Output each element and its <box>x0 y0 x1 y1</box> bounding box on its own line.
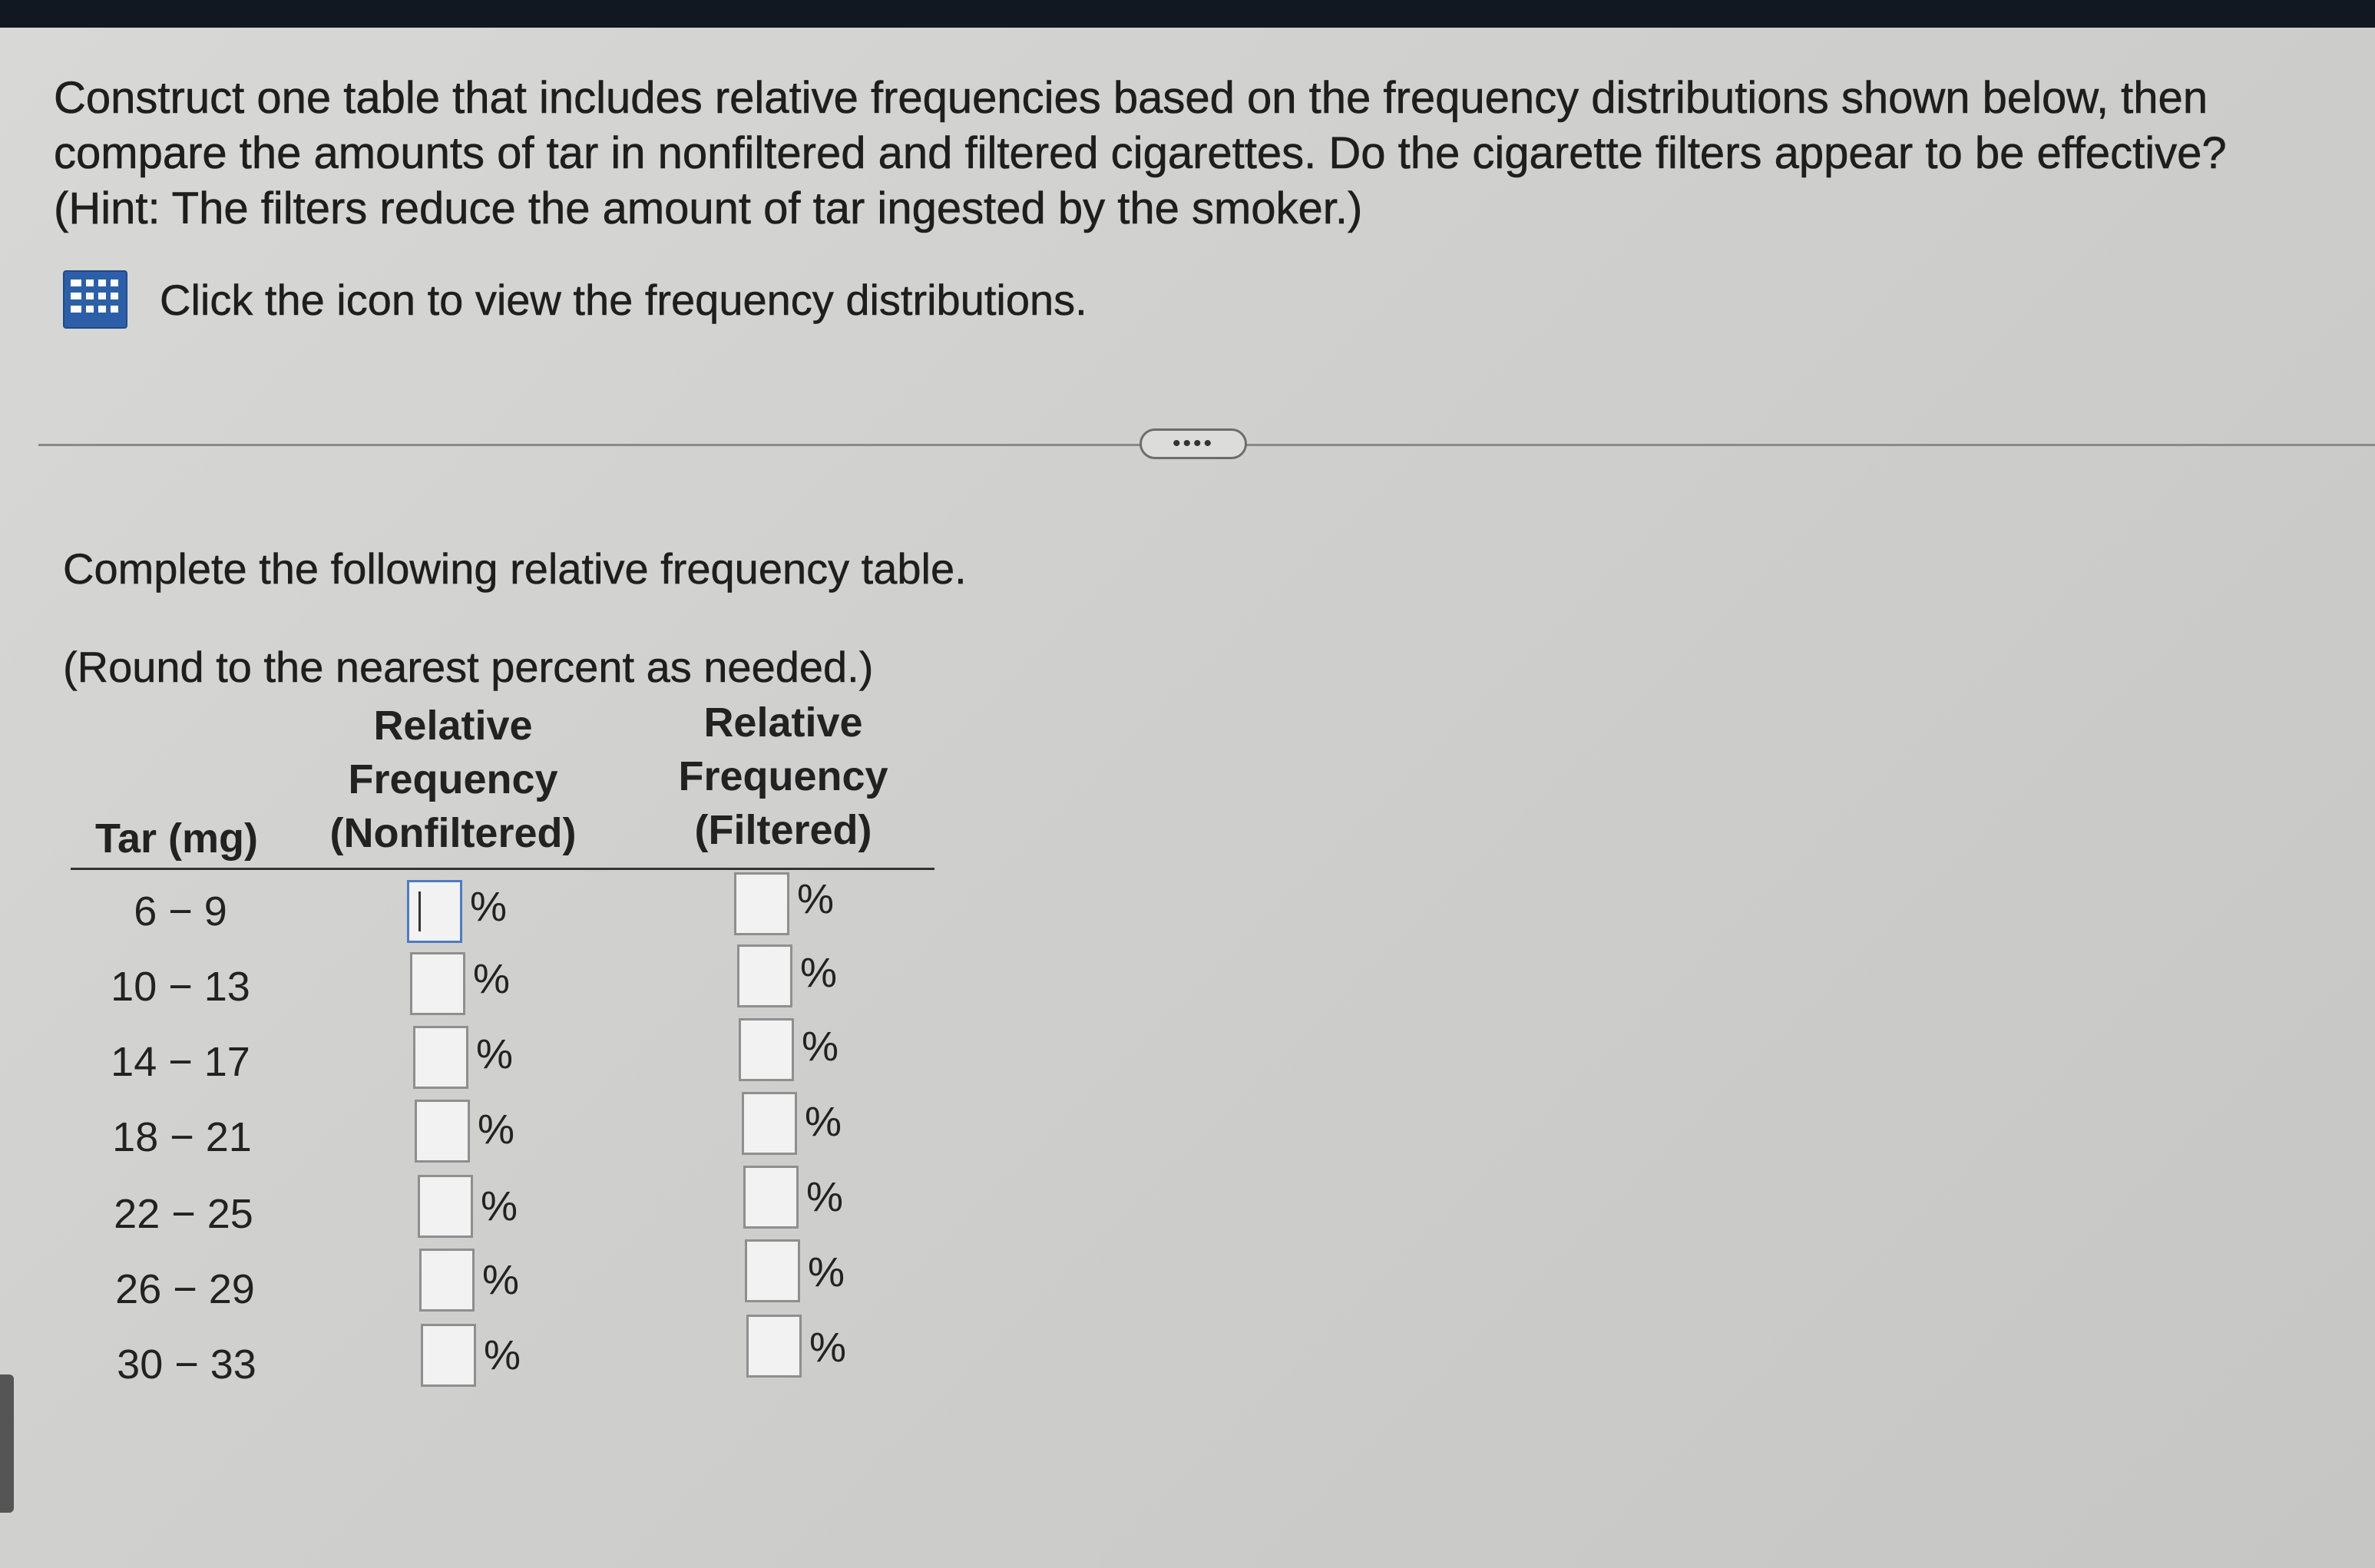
percent-sign: % <box>484 1332 521 1378</box>
header-nonfiltered-line2: Frequency <box>348 756 558 802</box>
header-filtered-line3: (Filtered) <box>694 807 872 853</box>
header-tar <box>81 812 273 865</box>
filtered-input[interactable] <box>745 1239 800 1302</box>
top-bar <box>0 0 2375 28</box>
percent-sign: % <box>797 876 835 922</box>
percent-sign: % <box>473 956 511 1002</box>
percent-sign: % <box>805 1099 842 1145</box>
tar-range-label: 18 − 21 <box>112 1114 252 1160</box>
header-filtered-line1: Relative <box>703 700 863 746</box>
percent-sign: % <box>802 1024 839 1070</box>
percent-sign: % <box>806 1174 844 1220</box>
nonfiltered-input[interactable] <box>407 880 462 943</box>
header-nonfiltered <box>307 699 599 860</box>
data-link-label[interactable]: Click the icon to view the frequency distributions. <box>160 275 1087 324</box>
nonfiltered-input[interactable] <box>410 952 465 1015</box>
filtered-input[interactable] <box>734 872 789 935</box>
percent-sign: % <box>482 1257 520 1303</box>
percent-sign: % <box>800 950 838 996</box>
filtered-input[interactable] <box>743 1166 799 1229</box>
percent-sign: % <box>809 1325 847 1371</box>
header-filtered <box>645 696 921 857</box>
question-text: Construct one table that includes relative frequencies based on the frequency distributions shown below, then compare the amounts of tar in nonfiltered and filtered cigarettes. Do the cigarette filters appear to be effective? (Hint: The filters reduce the amount of tar ingested by the smoker.) <box>54 73 2227 233</box>
tar-range-label: 6 − 9 <box>134 888 227 935</box>
percent-sign: % <box>470 884 508 930</box>
percent-sign: % <box>808 1249 845 1295</box>
data-link-row[interactable] <box>63 270 1087 329</box>
header-filtered-line2: Frequency <box>678 753 888 799</box>
grid-table-icon-glyph <box>65 272 126 327</box>
nonfiltered-input[interactable] <box>421 1324 476 1387</box>
grid-table-icon[interactable] <box>63 270 127 329</box>
nonfiltered-input[interactable] <box>415 1100 470 1163</box>
tar-range-label: 22 − 25 <box>114 1191 253 1237</box>
header-nonfiltered-line3: (Nonfiltered) <box>329 810 577 856</box>
more-button[interactable]: •••• <box>1140 428 1247 459</box>
tar-range-label: 14 − 17 <box>111 1039 250 1085</box>
percent-sign: % <box>481 1183 518 1229</box>
nonfiltered-input[interactable] <box>413 1026 468 1089</box>
tar-range-label: 30 − 33 <box>117 1341 256 1388</box>
header-tar-label: Tar (mg) <box>95 815 258 862</box>
tar-range-label: 10 − 13 <box>111 964 250 1010</box>
header-nonfiltered-line1: Relative <box>373 703 533 749</box>
tar-range-label: 26 − 29 <box>115 1266 255 1312</box>
percent-sign: % <box>478 1107 515 1153</box>
nonfiltered-input[interactable] <box>419 1249 475 1312</box>
instruction-text: Complete the following relative frequency table. <box>63 544 967 593</box>
filtered-input[interactable] <box>742 1092 797 1155</box>
nonfiltered-input[interactable] <box>418 1175 473 1238</box>
filtered-input[interactable] <box>737 944 792 1007</box>
filtered-input[interactable] <box>746 1315 802 1378</box>
header-underline <box>71 868 934 870</box>
filtered-input[interactable] <box>739 1018 794 1081</box>
rounding-note: (Round to the nearest percent as needed.) <box>63 643 874 691</box>
percent-sign: % <box>476 1031 514 1077</box>
window-edge <box>0 1374 14 1513</box>
